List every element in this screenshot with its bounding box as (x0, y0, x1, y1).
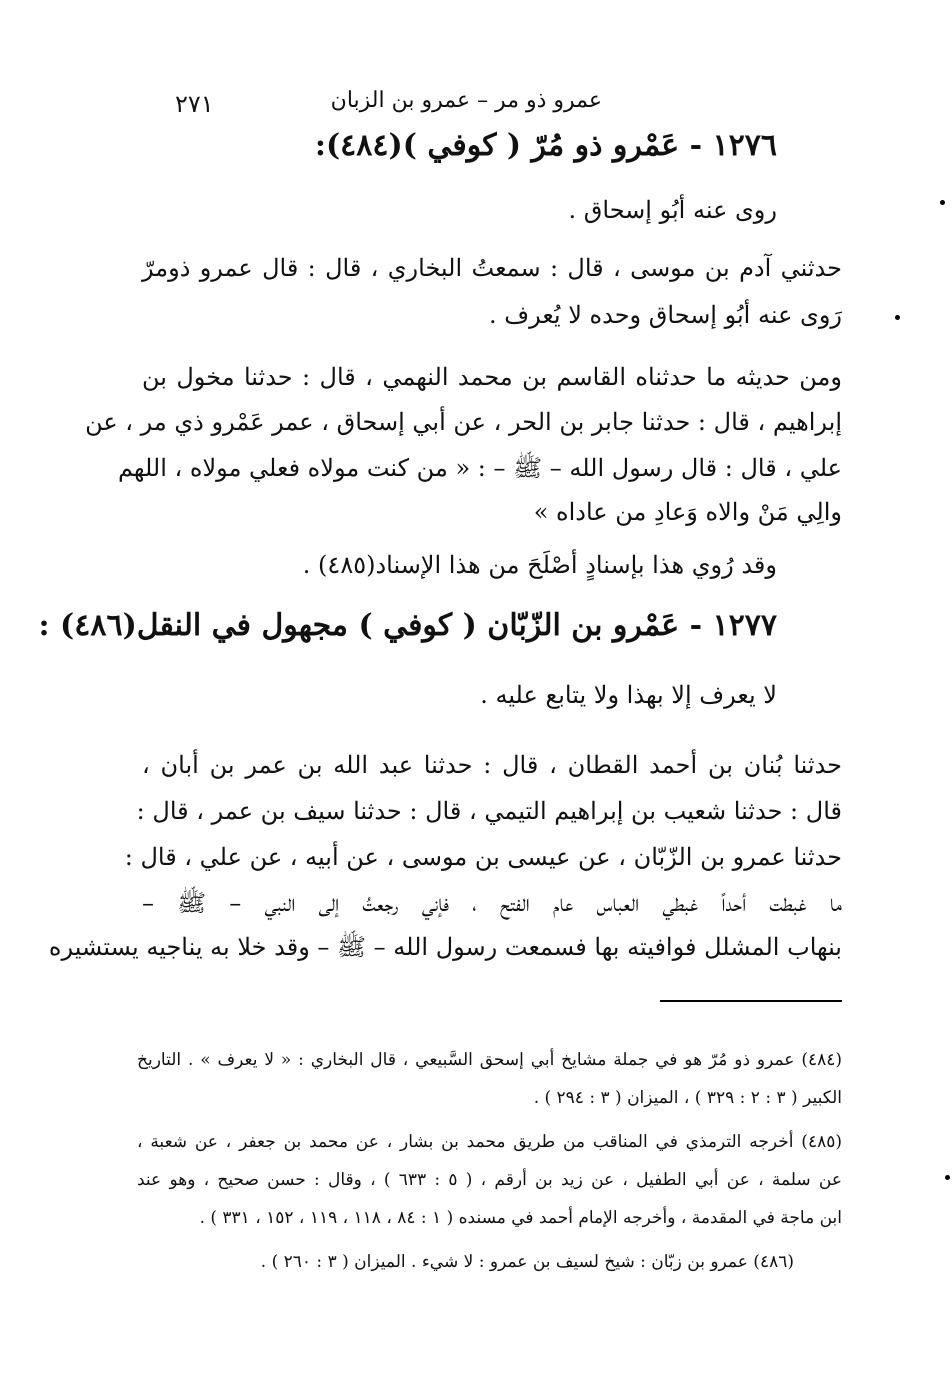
entry-heading-1276: ١٢٧٦ - عَمْرو ذو مُرّ ( كوفي )(٤٨٤): (314, 128, 777, 163)
scan-speck (940, 200, 945, 205)
text-line: ما غبطت أحداً غبطي العباس عام الفتح ، فإني رجعتُ إلى النبي – ﷺ – (142, 889, 842, 917)
text-line: علي ، قال : قال رسول الله – ﷺ – : « من كنت مولاه فعلي مولاه ، اللهم (117, 454, 842, 482)
footnote-separator (660, 1000, 842, 1002)
footnote-line: (٤٨٤) عمرو ذو مُرّ هو في جملة مشايخ أبي إسحق السَّبيعي ، قال البخاري : « لا يعرف » . التاريخ (137, 1050, 842, 1070)
scan-speck (895, 315, 900, 320)
text-line: قال : حدثنا شعيب بن إبراهيم التيمي ، قال : حدثنا سيف بن عمر ، قال : (136, 797, 842, 825)
footnote-line: (٤٨٥) أخرجه الترمذي في المناقب من طريق محمد بن بشار ، عن محمد بن جعفر ، عن شعبة ، (137, 1132, 842, 1152)
text-line: حدثنا عمرو بن الزّبّان ، عن عيسى بن موسى ، عن أبيه ، عن علي ، قال : (124, 843, 842, 871)
entry-1276-paragraph-3: وقد رُوي هذا بإسنادٍ أصْلَحَ من هذا الإسناد(٤٨٥) . (302, 551, 777, 579)
footnote-line: (٤٨٦) عمرو بن زبّان : شيخ لسيف بن عمرو : لا شيء . الميزان ( ٣ : ٢٦٠ ) . (260, 1252, 794, 1272)
page-number: ٢٧١ (175, 90, 214, 118)
text-line: حدثنا بُنان بن أحمد القطان ، قال : حدثنا عبد الله بن عمر بن أبان ، (142, 751, 842, 779)
running-title: عمرو ذو مر – عمرو بن الزبان (330, 88, 602, 113)
text-line: رَوى عنه أبُو إسحاق وحده لا يُعرف . (488, 301, 842, 329)
text-line: بنهاب المشلل فوافيته بها فسمعت رسول الله – ﷺ – وقد خلا به يناجيه يستشيره (48, 933, 842, 961)
text-line: حدثني آدم بن موسى ، قال : سمعتُ البخاري ، قال : قال عمرو ذومرّ (142, 254, 842, 282)
entry-1276-intro: روى عنه أبُو إسحاق . (568, 196, 777, 224)
entry-1277-intro: لا يعرف إلا بهذا ولا يتابع عليه . (480, 681, 777, 709)
footnote-line: ابن ماجة في المقدمة ، وأخرجه الإمام أحمد في مسنده ( ١ : ٨٤ ، ١١٨ ، ١١٩ ، ١٥٢ ، ٣٣١ ) . (199, 1208, 842, 1228)
text-line: والِي مَنْ والاه وَعادِ من عاداه » (533, 498, 842, 526)
entry-heading-1277: ١٢٧٧ - عَمْرو بن الزّبّان ( كوفي ) مجهول في النقل(٤٨٦) : (38, 608, 777, 643)
scan-speck (945, 1175, 950, 1180)
footnote-line: الكبير ( ٣ : ٢ : ٣٢٩ ) ، الميزان ( ٣ : ٢٩٤ ) . (533, 1088, 842, 1108)
footnote-line: عن سلمة ، عن أبي الطفيل ، عن زيد بن أرقم ، ( ٥ : ٦٣٣ ) ، وقال : حسن صحيح ، وهو عند (137, 1170, 842, 1190)
text-line: ومن حديثه ما حدثناه القاسم بن محمد النهمي ، قال : حدثنا مخول بن (142, 363, 842, 391)
text-line: إبراهيم ، قال : حدثنا جابر بن الحر ، عن أبي إسحاق ، عمر عَمْرو ذي مر ، عن (85, 408, 842, 436)
